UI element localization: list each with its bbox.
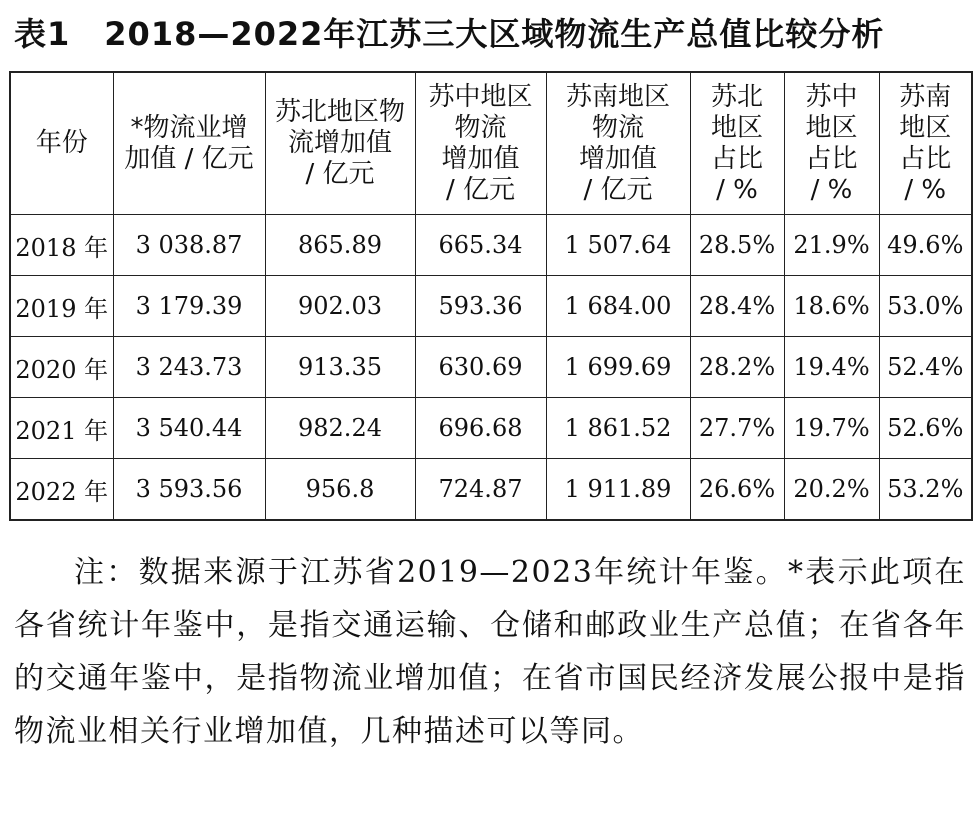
cell-year: 2020 年 — [10, 337, 113, 398]
cell-north-share: 28.2% — [690, 337, 784, 398]
cell-central-share: 19.7% — [784, 398, 879, 459]
cell-south-share: 52.6% — [879, 398, 972, 459]
cell-central-value: 630.69 — [415, 337, 546, 398]
cell-central-value: 665.34 — [415, 215, 546, 276]
cell-year: 2022 年 — [10, 459, 113, 521]
cell-central-value: 593.36 — [415, 276, 546, 337]
cell-north-share: 28.5% — [690, 215, 784, 276]
header-year: 年份 — [10, 72, 113, 215]
table-row — [10, 398, 972, 459]
cell-north-value: 902.03 — [265, 276, 415, 337]
cell-north-share: 27.7% — [690, 398, 784, 459]
table-title-text: 2018—2022年江苏三大区域物流生产总值比较分析 — [104, 15, 885, 53]
header-north-share: 苏北 地区 占比 / % — [690, 72, 784, 215]
cell-south-value: 1 507.64 — [546, 215, 690, 276]
cell-north-share: 26.6% — [690, 459, 784, 521]
cell-south-share: 53.0% — [879, 276, 972, 337]
cell-north-value: 982.24 — [265, 398, 415, 459]
cell-south-share: 52.4% — [879, 337, 972, 398]
header-south-value: 苏南地区 物流 增加值 / 亿元 — [546, 72, 690, 215]
header-central-value: 苏中地区 物流 增加值 / 亿元 — [415, 72, 546, 215]
header-central-share: 苏中 地区 占比 / % — [784, 72, 879, 215]
cell-central-value: 724.87 — [415, 459, 546, 521]
table-number: 表1 — [14, 15, 71, 53]
cell-central-share: 19.4% — [784, 337, 879, 398]
table-header-row — [10, 72, 972, 215]
cell-north-value: 913.35 — [265, 337, 415, 398]
cell-central-value: 696.68 — [415, 398, 546, 459]
cell-central-share: 20.2% — [784, 459, 879, 521]
header-south-share: 苏南 地区 占比 / % — [879, 72, 972, 215]
cell-logistics-total: 3 593.56 — [113, 459, 265, 521]
table-title — [14, 12, 966, 56]
cell-north-value: 956.8 — [265, 459, 415, 521]
cell-logistics-total: 3 243.73 — [113, 337, 265, 398]
table-footnote: 注：数据来源于江苏省2019—2023年统计年鉴。*表示此项在各省统计年鉴中，是指交通运输、仓储和邮政业生产总值；在省各年的交通年鉴中，是指物流业增加值；在省市国民经济发展公报中是指物流业相关行业增加值，几种描述可以等同。 — [14, 555, 966, 749]
header-north-value: 苏北地区物 流增加值 / 亿元 — [265, 72, 415, 215]
cell-south-value: 1 861.52 — [546, 398, 690, 459]
table-row — [10, 215, 972, 276]
cell-year: 2019 年 — [10, 276, 113, 337]
cell-south-share: 53.2% — [879, 459, 972, 521]
cell-central-share: 18.6% — [784, 276, 879, 337]
header-logistics-total: *物流业增 加值 / 亿元 — [113, 72, 265, 215]
table-row — [10, 276, 972, 337]
data-table-container — [9, 71, 971, 521]
table-row — [10, 459, 972, 521]
cell-south-value: 1 684.00 — [546, 276, 690, 337]
cell-year: 2021 年 — [10, 398, 113, 459]
data-table — [9, 71, 973, 521]
cell-south-value: 1 699.69 — [546, 337, 690, 398]
cell-year: 2018 年 — [10, 215, 113, 276]
table-row — [10, 337, 972, 398]
cell-logistics-total: 3 540.44 — [113, 398, 265, 459]
cell-logistics-total: 3 038.87 — [113, 215, 265, 276]
cell-logistics-total: 3 179.39 — [113, 276, 265, 337]
cell-north-value: 865.89 — [265, 215, 415, 276]
cell-south-share: 49.6% — [879, 215, 972, 276]
cell-north-share: 28.4% — [690, 276, 784, 337]
cell-central-share: 21.9% — [784, 215, 879, 276]
cell-south-value: 1 911.89 — [546, 459, 690, 521]
